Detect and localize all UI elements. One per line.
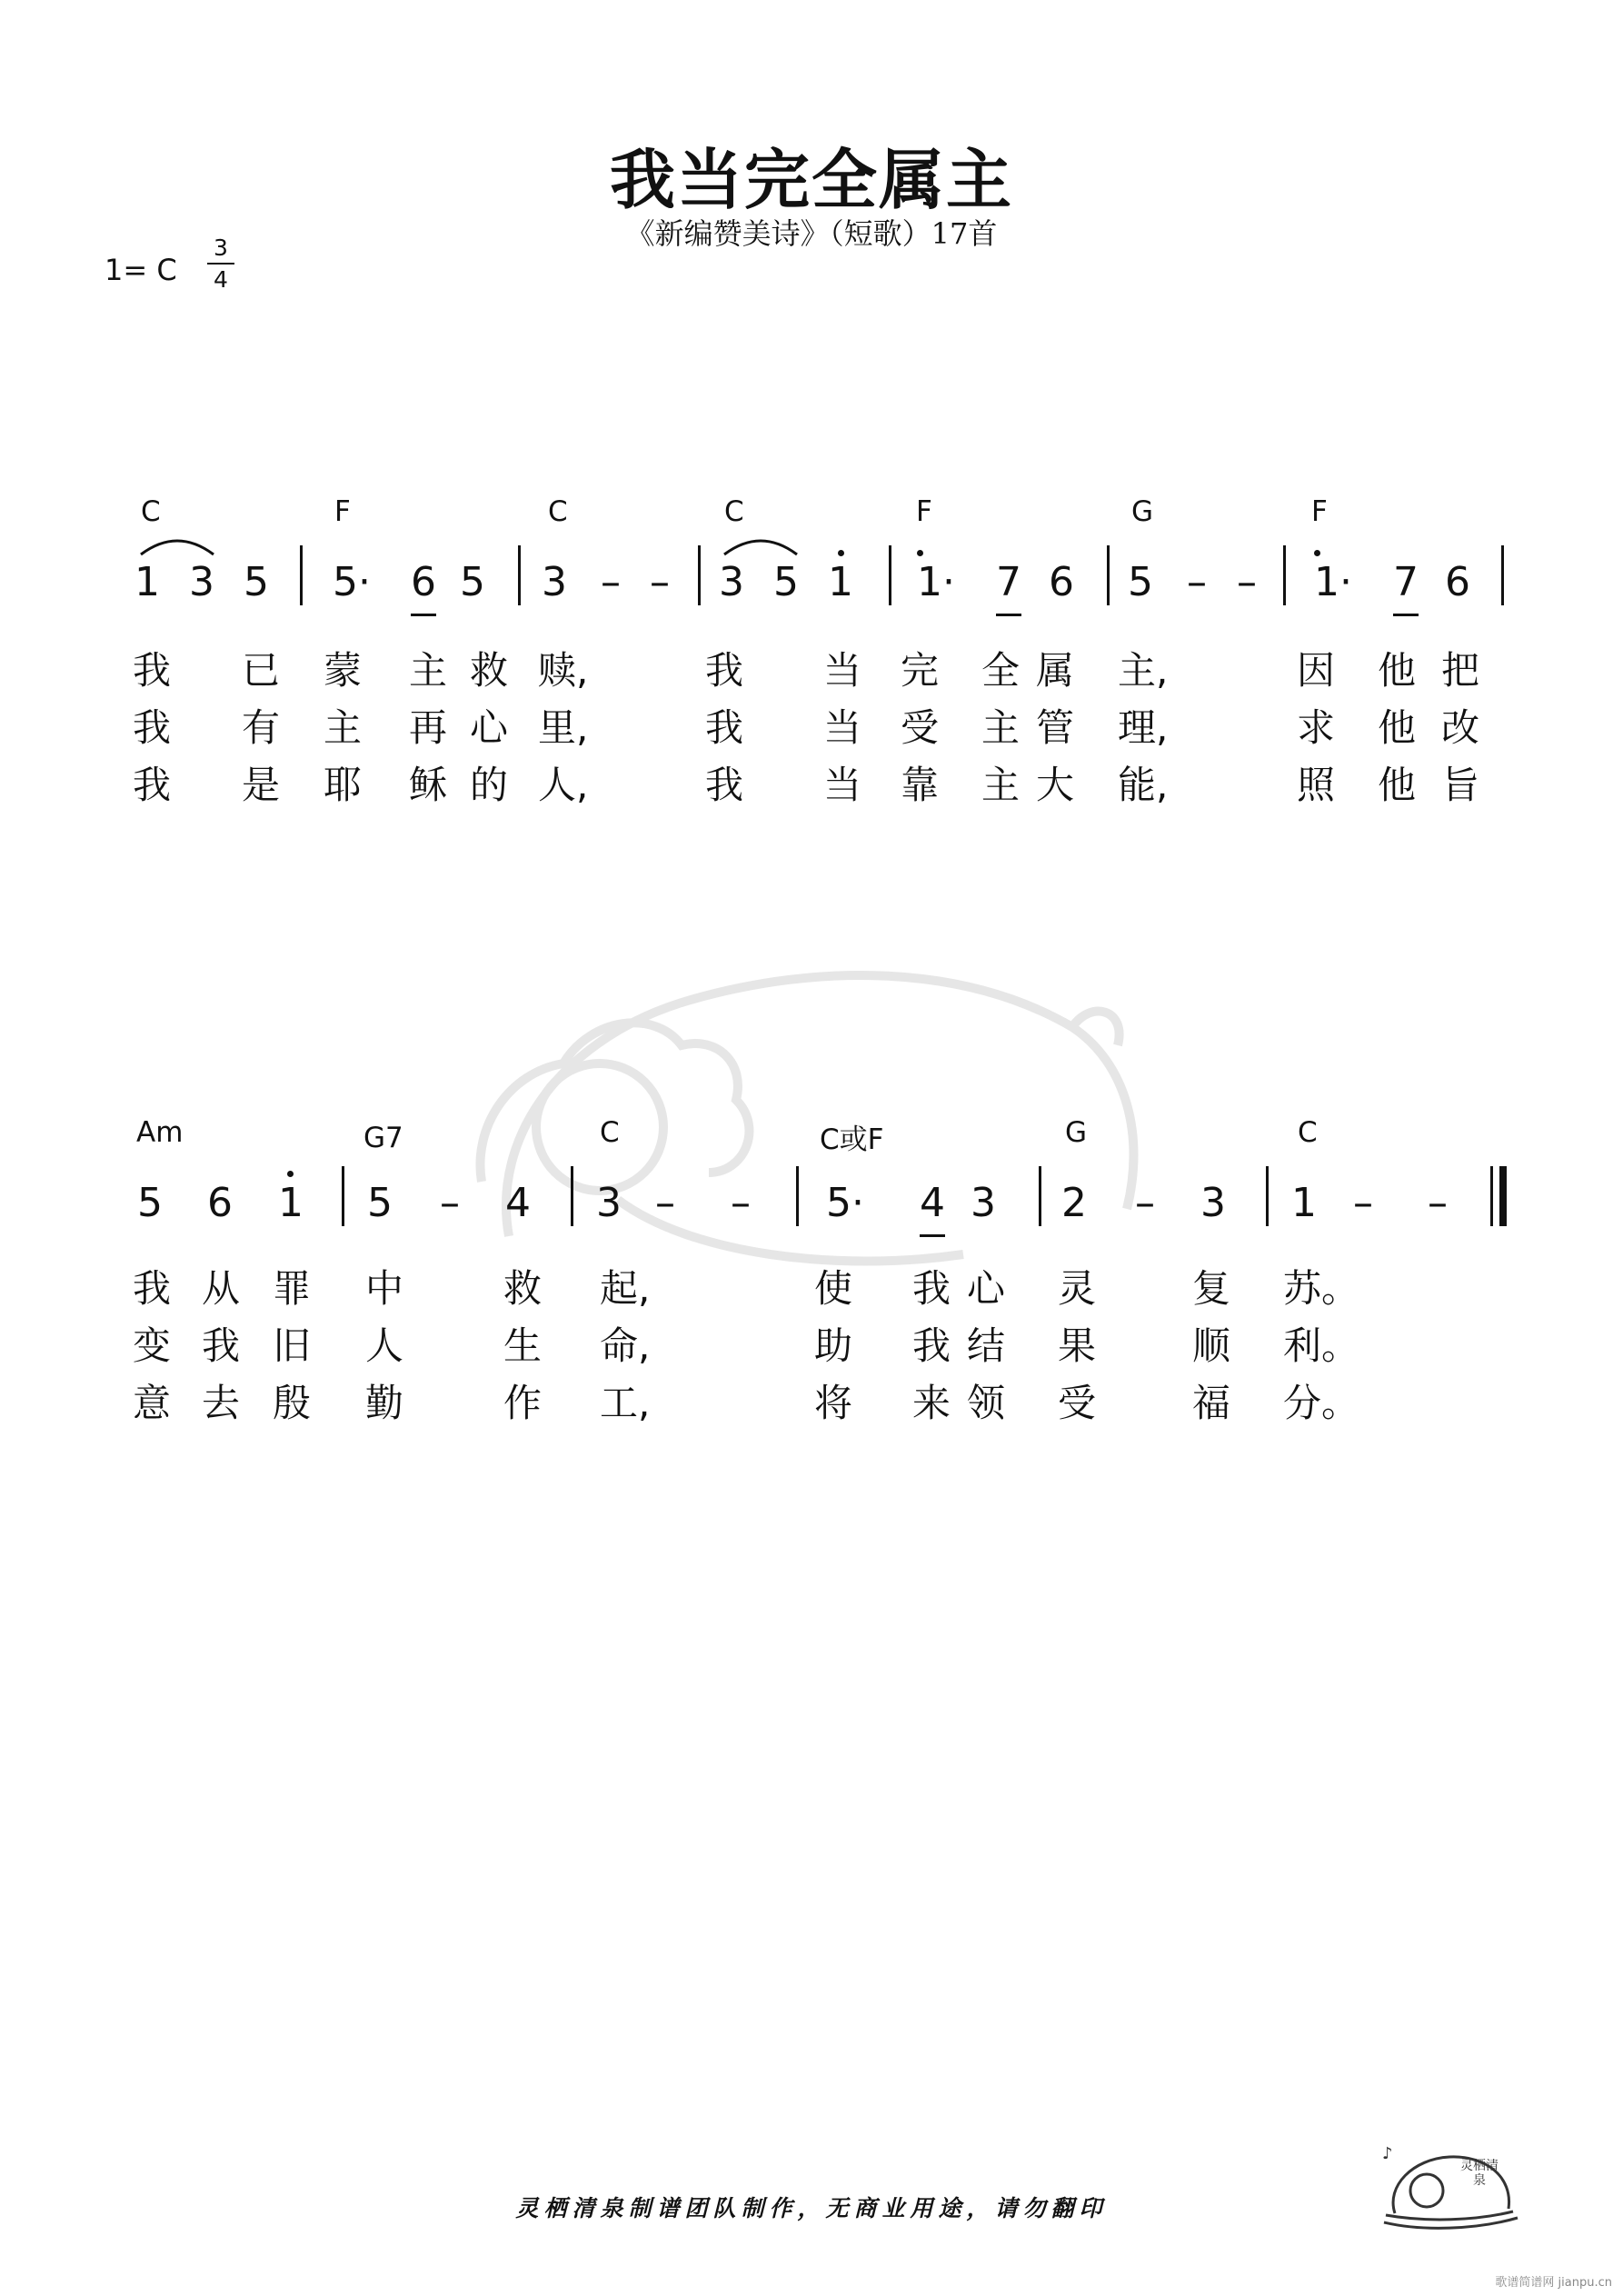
- lyric-char: 我: [704, 648, 743, 693]
- site-watermark: 歌谱简谱网 jianpu.cn: [1495, 2276, 1612, 2290]
- lyric-char: 有: [241, 705, 280, 750]
- lyric-char: 当: [822, 648, 861, 693]
- note: 5: [137, 1180, 163, 1226]
- note: 3: [971, 1180, 996, 1226]
- note: 5·: [826, 1180, 864, 1226]
- lyric-char: 福: [1191, 1381, 1230, 1425]
- lyric-char: 改: [1440, 705, 1479, 750]
- lyric-char: 人: [364, 1323, 403, 1368]
- lyric-char: 全: [981, 648, 1020, 693]
- lyric-char: 结: [966, 1323, 1005, 1368]
- underline: [996, 614, 1021, 616]
- song-subtitle: 《新编赞美诗》（短歌）17首: [625, 216, 998, 251]
- lyric-char: 利。: [1283, 1323, 1360, 1368]
- underline: [411, 614, 436, 616]
- lyric-char: 他: [1377, 705, 1416, 750]
- note: 5: [367, 1180, 393, 1226]
- note: 5: [244, 559, 269, 605]
- octave-dot: [838, 550, 844, 556]
- lyric-char: 从: [201, 1266, 240, 1311]
- lyric-char: 复: [1191, 1266, 1230, 1311]
- dash: –: [601, 559, 621, 605]
- lyric-char: 灵: [1057, 1266, 1096, 1311]
- lyric-char: 能,: [1118, 763, 1169, 807]
- lyric-char: 分。: [1283, 1381, 1360, 1425]
- dash: –: [1237, 559, 1257, 605]
- barline: [342, 1166, 344, 1226]
- lyric-char: 顺: [1191, 1323, 1230, 1368]
- dash: –: [650, 559, 670, 605]
- lyric-char: 我: [132, 648, 171, 693]
- underline: [1393, 614, 1419, 616]
- lyric-char: 是: [241, 763, 280, 807]
- chord: G7: [363, 1122, 403, 1154]
- lyric-char: 主,: [1118, 648, 1169, 693]
- note: 5: [1128, 559, 1153, 605]
- barline: [1107, 545, 1110, 605]
- svg-text:♪: ♪: [1382, 2144, 1393, 2163]
- final-barline-thin: [1490, 1166, 1493, 1226]
- lyric-char: 属: [1035, 648, 1074, 693]
- sheep-watermark: [454, 909, 1163, 1291]
- lyric-char: 作: [503, 1381, 542, 1425]
- footer-note: 灵栖清泉制谱团队制作，无商业用途，请勿翻印: [515, 2195, 1108, 2221]
- lyric-char: 我: [704, 705, 743, 750]
- lyric-char: 当: [822, 705, 861, 750]
- lyric-char: 旧: [272, 1323, 311, 1368]
- lyric-char: 使: [813, 1266, 852, 1311]
- note: 6: [207, 1180, 233, 1226]
- song-title: 我当完全属主: [609, 142, 1013, 218]
- lyric-char: 我: [132, 1266, 171, 1311]
- lyric-char: 人,: [538, 763, 589, 807]
- chord: F: [1311, 495, 1328, 528]
- note: 1·: [1314, 559, 1352, 605]
- barline: [1283, 545, 1286, 605]
- lyric-char: 理,: [1118, 705, 1169, 750]
- lyric-char: 当: [822, 763, 861, 807]
- lyric-char: 把: [1440, 648, 1479, 693]
- lyric-char: 管: [1035, 705, 1074, 750]
- lyric-char: 大: [1035, 763, 1074, 807]
- lyric-char: 我: [704, 763, 743, 807]
- note: 6: [411, 559, 436, 605]
- underline: [920, 1234, 945, 1237]
- lyric-char: 生: [503, 1323, 542, 1368]
- note: 7: [996, 559, 1021, 605]
- lyric-char: 里,: [538, 705, 589, 750]
- lyric-char: 我: [911, 1323, 951, 1368]
- note: 2: [1061, 1180, 1087, 1226]
- time-signature-bottom: 4: [214, 266, 228, 293]
- lyric-char: 旨: [1440, 763, 1479, 807]
- lyric-char: 他: [1377, 648, 1416, 693]
- lyric-char: 主: [981, 763, 1020, 807]
- barline: [1039, 1166, 1041, 1226]
- barline: [698, 545, 701, 605]
- lyric-char: 来: [911, 1381, 951, 1425]
- note: 4: [505, 1180, 531, 1226]
- note: 1: [278, 1180, 304, 1226]
- lyric-char: 稣: [408, 763, 447, 807]
- note: 1: [134, 559, 160, 605]
- note: 3: [1200, 1180, 1226, 1226]
- lyric-char: 将: [813, 1381, 852, 1425]
- chord: G: [1131, 495, 1154, 528]
- lyric-char: 心: [966, 1266, 1005, 1311]
- lyric-char: 罪: [272, 1266, 311, 1311]
- lyric-char: 因: [1296, 648, 1335, 693]
- lyric-char: 我: [201, 1323, 240, 1368]
- lyric-char: 主: [408, 648, 447, 693]
- lyric-char: 果: [1057, 1323, 1096, 1368]
- lyric-char: 已: [241, 648, 280, 693]
- lyric-char: 我: [132, 705, 171, 750]
- lyric-char: 变: [132, 1323, 171, 1368]
- barline: [518, 545, 521, 605]
- note: 1: [1291, 1180, 1317, 1226]
- note: 1·: [917, 559, 955, 605]
- slur: [136, 532, 218, 559]
- lyric-char: 耶: [323, 763, 362, 807]
- note: 4: [920, 1180, 945, 1226]
- dash: –: [1135, 1180, 1155, 1226]
- lyric-char: 赎,: [538, 648, 589, 693]
- lyric-char: 主: [981, 705, 1020, 750]
- lyric-char: 受: [1057, 1381, 1096, 1425]
- chord: C: [724, 495, 744, 528]
- note: 5: [773, 559, 799, 605]
- lyric-char: 助: [813, 1323, 852, 1368]
- note: 3: [719, 559, 744, 605]
- barline: [1266, 1166, 1269, 1226]
- chord: C: [548, 495, 568, 528]
- lyric-char: 起,: [600, 1266, 651, 1311]
- chord: F: [334, 495, 351, 528]
- slur: [720, 532, 802, 559]
- lyric-char: 勤: [364, 1381, 403, 1425]
- chord: C: [600, 1116, 620, 1149]
- note: 6: [1049, 559, 1074, 605]
- lyric-char: 意: [132, 1381, 171, 1425]
- time-signature: [207, 235, 234, 293]
- lyric-char: 救: [469, 648, 508, 693]
- note: 1: [828, 559, 853, 605]
- lyric-char: 再: [408, 705, 447, 750]
- chord: C: [141, 495, 161, 528]
- dash: –: [1353, 1180, 1373, 1226]
- dash: –: [1187, 559, 1207, 605]
- lyric-char: 苏。: [1283, 1266, 1360, 1311]
- lyric-char: 受: [900, 705, 939, 750]
- lyric-char: 殷: [272, 1381, 311, 1425]
- dash: –: [731, 1180, 751, 1226]
- note: 3: [596, 1180, 622, 1226]
- lyric-char: 中: [364, 1266, 403, 1311]
- dash: –: [1428, 1180, 1448, 1226]
- lyric-char: 命,: [600, 1323, 651, 1368]
- note: 5·: [333, 559, 371, 605]
- lyric-char: 的: [469, 763, 508, 807]
- barline: [571, 1166, 573, 1226]
- barline: [796, 1166, 799, 1226]
- note: 6: [1445, 559, 1470, 605]
- lyric-char: 他: [1377, 763, 1416, 807]
- note: 7: [1393, 559, 1419, 605]
- lyric-char: 我: [132, 763, 171, 807]
- lyric-char: 主: [323, 705, 362, 750]
- chord: Am: [136, 1116, 184, 1149]
- logo-text: 灵栖清泉: [1460, 2159, 1499, 2188]
- note: 5: [460, 559, 485, 605]
- dash: –: [655, 1180, 675, 1226]
- octave-dot: [287, 1171, 294, 1177]
- lyric-char: 靠: [900, 763, 939, 807]
- lyric-char: 领: [966, 1381, 1005, 1425]
- note: 3: [542, 559, 567, 605]
- lyric-char: 求: [1296, 705, 1335, 750]
- final-barline-thick: [1499, 1166, 1507, 1226]
- barline: [1501, 545, 1504, 605]
- time-signature-top: 3: [214, 235, 228, 261]
- note: 3: [189, 559, 214, 605]
- octave-dot: [1314, 550, 1320, 556]
- lyric-char: 完: [900, 648, 939, 693]
- chord: G: [1065, 1116, 1088, 1149]
- lyric-char: 照: [1296, 763, 1335, 807]
- chord: C或F: [820, 1123, 884, 1156]
- barline: [300, 545, 303, 605]
- lyric-char: 我: [911, 1266, 951, 1311]
- logo: [1377, 2131, 1522, 2231]
- lyric-char: 工,: [600, 1381, 651, 1425]
- dash: –: [440, 1180, 460, 1226]
- barline: [889, 545, 891, 605]
- key-signature: 1= C: [105, 253, 177, 287]
- lyric-char: 心: [469, 705, 508, 750]
- lyric-char: 救: [503, 1266, 542, 1311]
- lyric-char: 蒙: [323, 648, 362, 693]
- octave-dot: [917, 550, 923, 556]
- lyric-char: 去: [201, 1381, 240, 1425]
- chord: C: [1298, 1116, 1318, 1149]
- chord: F: [916, 495, 932, 528]
